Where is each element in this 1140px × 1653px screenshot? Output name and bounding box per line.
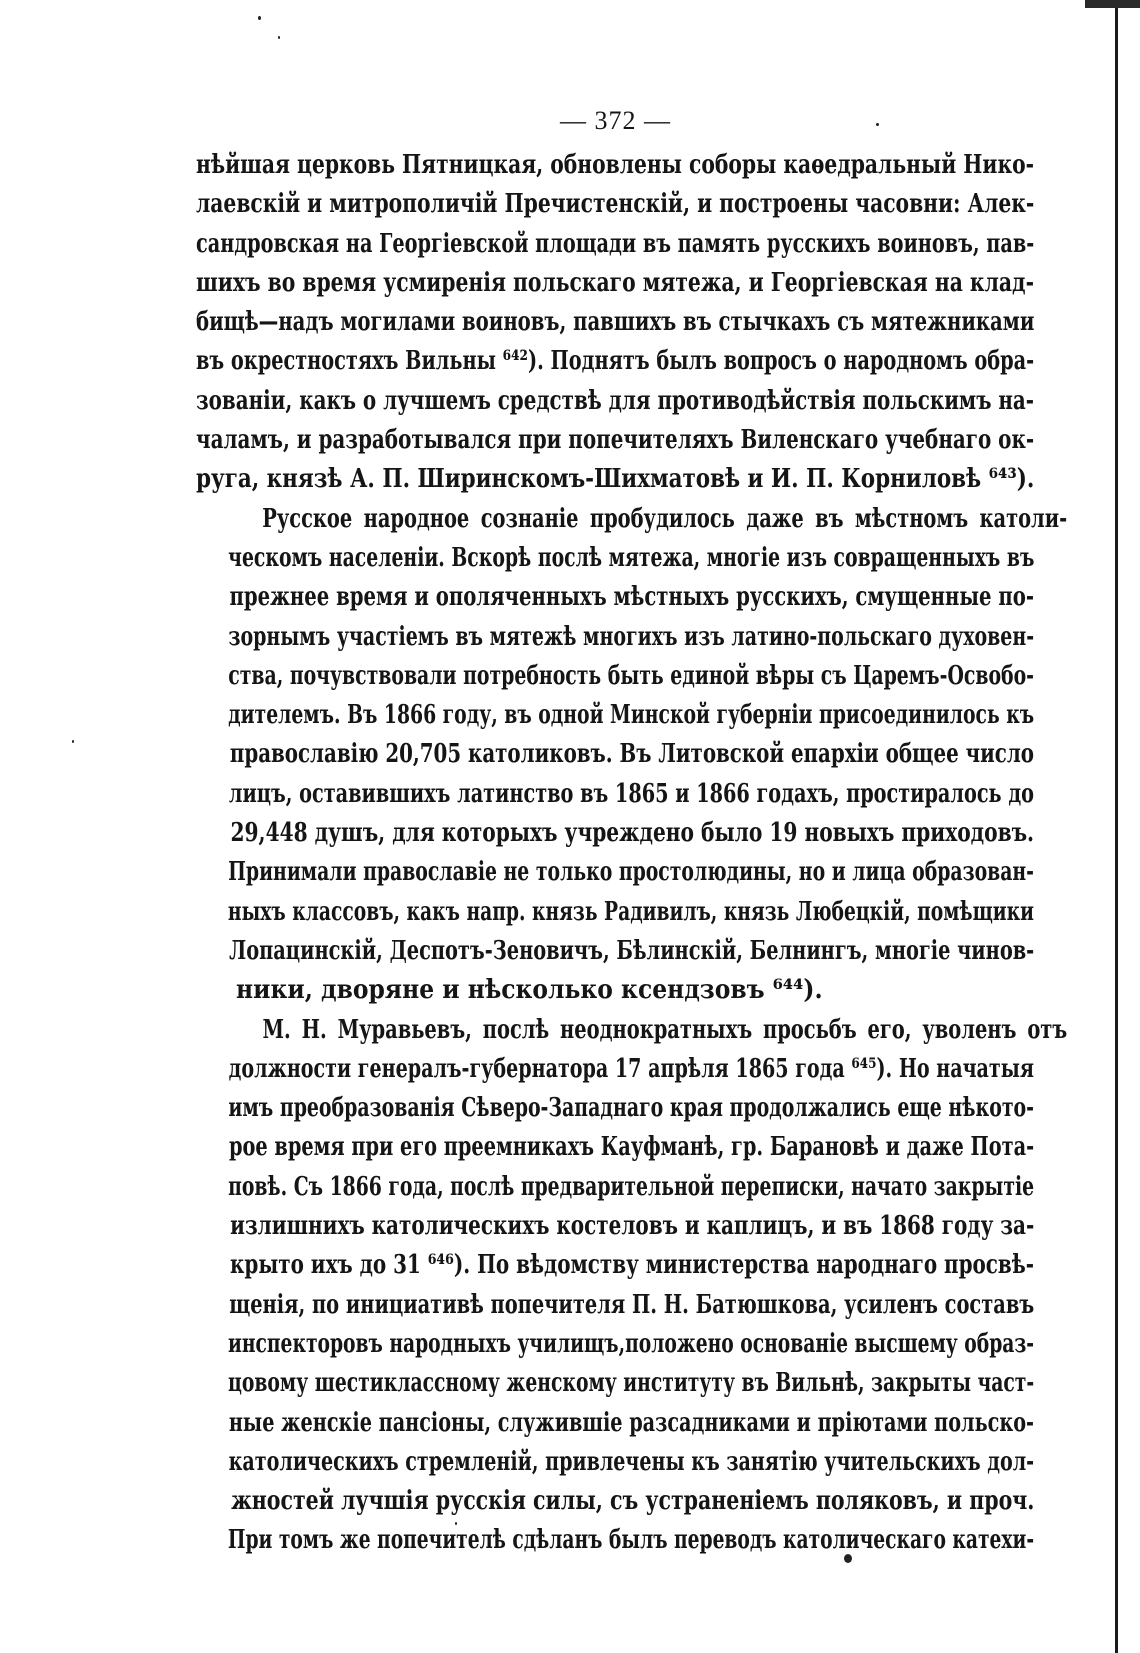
scan-speck — [72, 740, 74, 743]
text-line: Русское народное сознаніе пробудилось даже въ мѣстномъ католи- — [262, 503, 1068, 534]
text-line: ники, дворяне и нѣсколько ксендзовъ ⁶⁴⁴). — [236, 975, 823, 1006]
paragraph-2 — [196, 500, 1068, 1011]
body-text — [196, 146, 1068, 1561]
text-line: руга, князѣ А. П. Ширинскомъ-Шихматовѣ и И. П. Корниловѣ ⁶⁴³). — [196, 464, 1035, 495]
page-number: — 372 — — [560, 106, 671, 135]
text-line: ческомъ населеніи. Вскорѣ послѣ мятежа, многіе изъ совращенныхъ въ — [228, 542, 1035, 573]
page-edge-line — [1115, 0, 1118, 1653]
text-line: рое время при его преемникахъ Кауфманѣ, гр. Барановѣ и даже Пота- — [229, 1132, 1035, 1163]
text-line: сандровская на Георгіевской площади въ память русскихъ воиновъ, пав- — [196, 228, 1035, 259]
text-line: нѣйшая церковь Пятницкая, обновлены соборы каѳедральный Нико- — [196, 150, 1034, 180]
text-line: имъ преобразованія Сѣверо-Западнаго края продолжались еще нѣкото- — [228, 1093, 1035, 1124]
text-line: жностей лучшія русскія силы, съ устраненіемъ поляковъ, и проч. — [231, 1486, 1035, 1517]
text-line: чаламъ, и разработывался при попечителяхъ Виленскаго учебнаго ок- — [196, 425, 1035, 456]
text-line: Принимали православіе не только простолюдины, но и лица образован- — [228, 857, 1034, 888]
corner-scan-mark — [1085, 0, 1140, 8]
text-line: крыто ихъ до 31 ⁶⁴⁶). По вѣдомству министерства народнаго просвѣ- — [230, 1250, 1034, 1281]
scan-speck — [876, 123, 879, 126]
text-line: въ окрестностяхъ Вильны ⁶⁴²). Поднятъ былъ вопросъ о народномъ обра- — [196, 346, 1035, 377]
text-line: повѣ. Съ 1866 года, послѣ предварительной переписки, начато закрытіе — [228, 1171, 1035, 1202]
text-line: лаевскій и митрополичій Пречистенскій, и построены часовни: Алек- — [196, 189, 1035, 220]
scan-speck — [278, 36, 280, 39]
text-line: католическихъ стремленій, привлечены къ занятію учительскихъ дол- — [228, 1446, 1035, 1477]
text-line: православію 20,705 католиковъ. Въ Литовской епархіи общее число — [229, 739, 1034, 770]
text-line: дителемъ. Въ 1866 году, въ одной Минской губерніи присоединилось къ — [228, 700, 1035, 731]
text-line: прежнее время и ополяченныхъ мѣстныхъ русскихъ, смущенные по- — [229, 582, 1034, 613]
text-line: должности генералъ-губернатора 17 апрѣля 1865 года ⁶⁴⁵). Но начатыя — [228, 1053, 1035, 1084]
text-line: М. Н. Муравьевъ, послѣ неоднократныхъ просьбъ его, уволенъ отъ — [262, 1014, 1068, 1045]
paragraph-1 — [196, 146, 1034, 500]
text-line: излишнихъ католическихъ костеловъ и каплицъ, и въ 1868 году за- — [230, 1211, 1035, 1242]
text-line: зорнымъ участіемъ въ мятежѣ многихъ изъ латино-польскаго духовен- — [228, 621, 1035, 652]
text-line: лицъ, оставившихъ латинство въ 1865 и 1866 годахъ, простиралось до — [228, 778, 1034, 809]
text-line: цовому шестиклассному женскому институту въ Вильнѣ, закрыты част- — [228, 1368, 1035, 1399]
text-line: бищѣ—надъ могилами воиновъ, павшихъ въ стычкахъ съ мятежниками — [196, 307, 1035, 338]
text-line: щенія, по инициативѣ попечителя П. Н. Батюшкова, усиленъ составъ — [229, 1289, 1035, 1320]
scan-speck — [258, 16, 261, 20]
paragraph-3 — [196, 1011, 1068, 1561]
text-line: При томъ же попечителѣ сдѣланъ былъ переводъ католическаго катехи- — [227, 1525, 1035, 1556]
text-line: Лопацинскій, Деспотъ-Зеновичъ, Бѣлинскій, Белнингъ, многіе чинов- — [229, 935, 1035, 966]
text-line: зованіи, какъ о лучшемъ средствѣ для противодѣйствія польскимъ на- — [196, 385, 1034, 416]
text-line: ства, почувствовали потребность быть единой вѣры съ Царемъ-Освобо- — [228, 660, 1034, 691]
text-line: ныхъ классовъ, какъ напр. князь Радивилъ, князь Любецкій, помѣщики — [227, 896, 1034, 927]
text-line: 29,448 душъ, для которыхъ учреждено было 19 новыхъ приходовъ. — [230, 818, 1035, 849]
text-line: ные женскіе пансіоны, служившіе разсадниками и пріютами польско- — [228, 1407, 1035, 1438]
text-line: инспекторовъ народныхъ училищъ,положено основаніе высшему образ- — [227, 1328, 1035, 1359]
text-line: шихъ во время усмиренія польскаго мятежа, и Георгіевская на клад- — [196, 267, 1034, 298]
